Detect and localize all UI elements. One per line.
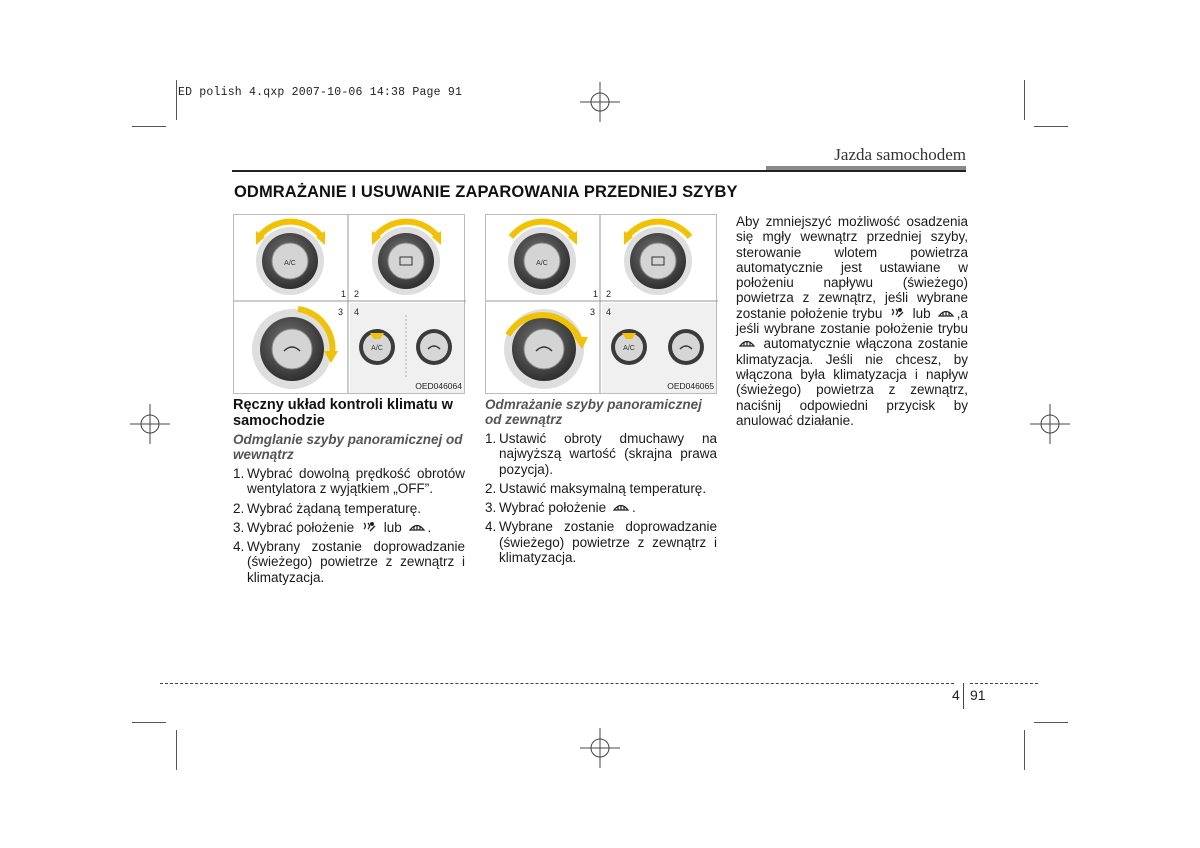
mode-knob-3 (252, 309, 338, 389)
figure-manual-climate-2 (485, 214, 717, 394)
crop-mark (1024, 730, 1025, 770)
windshield-defrost-icon (938, 307, 954, 320)
footer-divider (963, 683, 964, 709)
fig-label-2: 2 (354, 289, 360, 299)
mode-knob-2 (372, 222, 441, 295)
page-title: ODMRAŻANIE I USUWANIE ZAPAROWANIA PRZEDNIEJ SZYBY (234, 183, 738, 201)
mode-knob-2 (624, 222, 692, 295)
fig-label-1: 1 (341, 289, 347, 299)
col1-subheading: Odmglanie szyby panoramicznej od wewnątrz (233, 432, 463, 462)
crop-mark (1034, 126, 1068, 127)
fig-label-3: 3 (338, 307, 344, 317)
column-2 (485, 397, 717, 569)
defrost-floor-icon (889, 307, 905, 320)
col2-subheading: Odmrażanie szyby panoramicznej od zewnątrz (485, 397, 702, 427)
col2-steps (485, 431, 717, 565)
fan-knob-1 (256, 222, 325, 295)
col1-heading: Ręczny układ kontroli klimatu w samochodzie (233, 397, 453, 429)
windshield-defrost-icon (613, 501, 629, 514)
column-3-paragraph: Aby zmniejszyć możliwość osadzenia się mgły wewnątrz przedniej szyby, sterowanie wlotem powietrza automatycznie jest ustawiane w położeniu napływu (świeżego) powietrza z zewnątrz, jeśli wybrane zostanie położenie trybu lub ,a jeśli wybrane zostanie położenie trybu automatycznie włączona zostanie klimatyzacja. Jeśli nie chcesz, by włączona była klimatyzacja i napływ (świeżego) powietrza z zewnątrz, naciśnij odpowiedni przycisk by anulować działanie. (736, 214, 968, 428)
crop-mark (132, 126, 166, 127)
fig-label-1: 1 (593, 289, 599, 299)
ac-label: A/C (536, 260, 548, 267)
list-item: 1. Ustawić obroty dmuchawy na najwyższą wartość (skrajna prawa pozycja). (485, 431, 717, 477)
list-item: 2. Ustawić maksymalną temperaturę. (485, 480, 707, 496)
crop-mark (176, 80, 177, 120)
fan-knob-1 (508, 222, 577, 295)
figure-manual-climate-1 (233, 214, 465, 394)
ac-button-label: A/C (623, 345, 635, 352)
registration-mark-right (1030, 404, 1070, 444)
section-title: Jazda samochodem (834, 145, 966, 164)
crop-mark (1034, 722, 1068, 723)
registration-mark-bottom (580, 728, 620, 768)
print-slug: ED polish 4.qxp 2007-10-06 14:38 Page 91 (178, 86, 463, 99)
crop-mark (132, 722, 166, 723)
header-rule (232, 170, 966, 172)
footer-dashed-rule-right (970, 683, 1038, 684)
windshield-defrost-icon (409, 521, 425, 534)
footer-dashed-rule (160, 683, 954, 684)
ac-button-label: A/C (371, 345, 383, 352)
windshield-defrost-icon (739, 337, 755, 350)
page-chapter: 4 (952, 687, 960, 703)
fig-label-4: 4 (606, 307, 612, 317)
page-number: 91 (970, 687, 986, 703)
ac-label: A/C (284, 260, 296, 267)
defrost-floor-icon (361, 521, 377, 534)
registration-mark-top (580, 82, 620, 122)
list-item: 4. Wybrany zostanie doprowadzanie (świeżego) powietrze z zewnątrz i klimatyzacja. (233, 539, 465, 585)
list-item: 4. Wybrane zostanie doprowadzanie (świeżego) powietrze z zewnątrz i klimatyzacja. (485, 519, 717, 566)
list-item: 1. Wybrać dowolną prędkość obrotów wentylatora z wyjątkiem „OFF”. (233, 466, 465, 497)
registration-mark-left (130, 404, 170, 444)
list-item: 2. Wybrać żądaną temperaturę. (233, 500, 421, 516)
mode-knob-3 (504, 309, 588, 389)
crop-mark (176, 730, 177, 770)
figure-code: OED046064 (415, 381, 462, 391)
list-item: 3. Wybrać położenie . (485, 500, 636, 516)
fig-label-3: 3 (590, 307, 596, 317)
fig-label-4: 4 (354, 307, 360, 317)
figure-code: OED046065 (667, 381, 714, 391)
column-1 (233, 397, 465, 589)
crop-mark (1024, 80, 1025, 120)
fig-label-2: 2 (606, 289, 612, 299)
col1-steps (233, 466, 465, 585)
list-item: 3. Wybrać położenie lub . (233, 519, 432, 535)
